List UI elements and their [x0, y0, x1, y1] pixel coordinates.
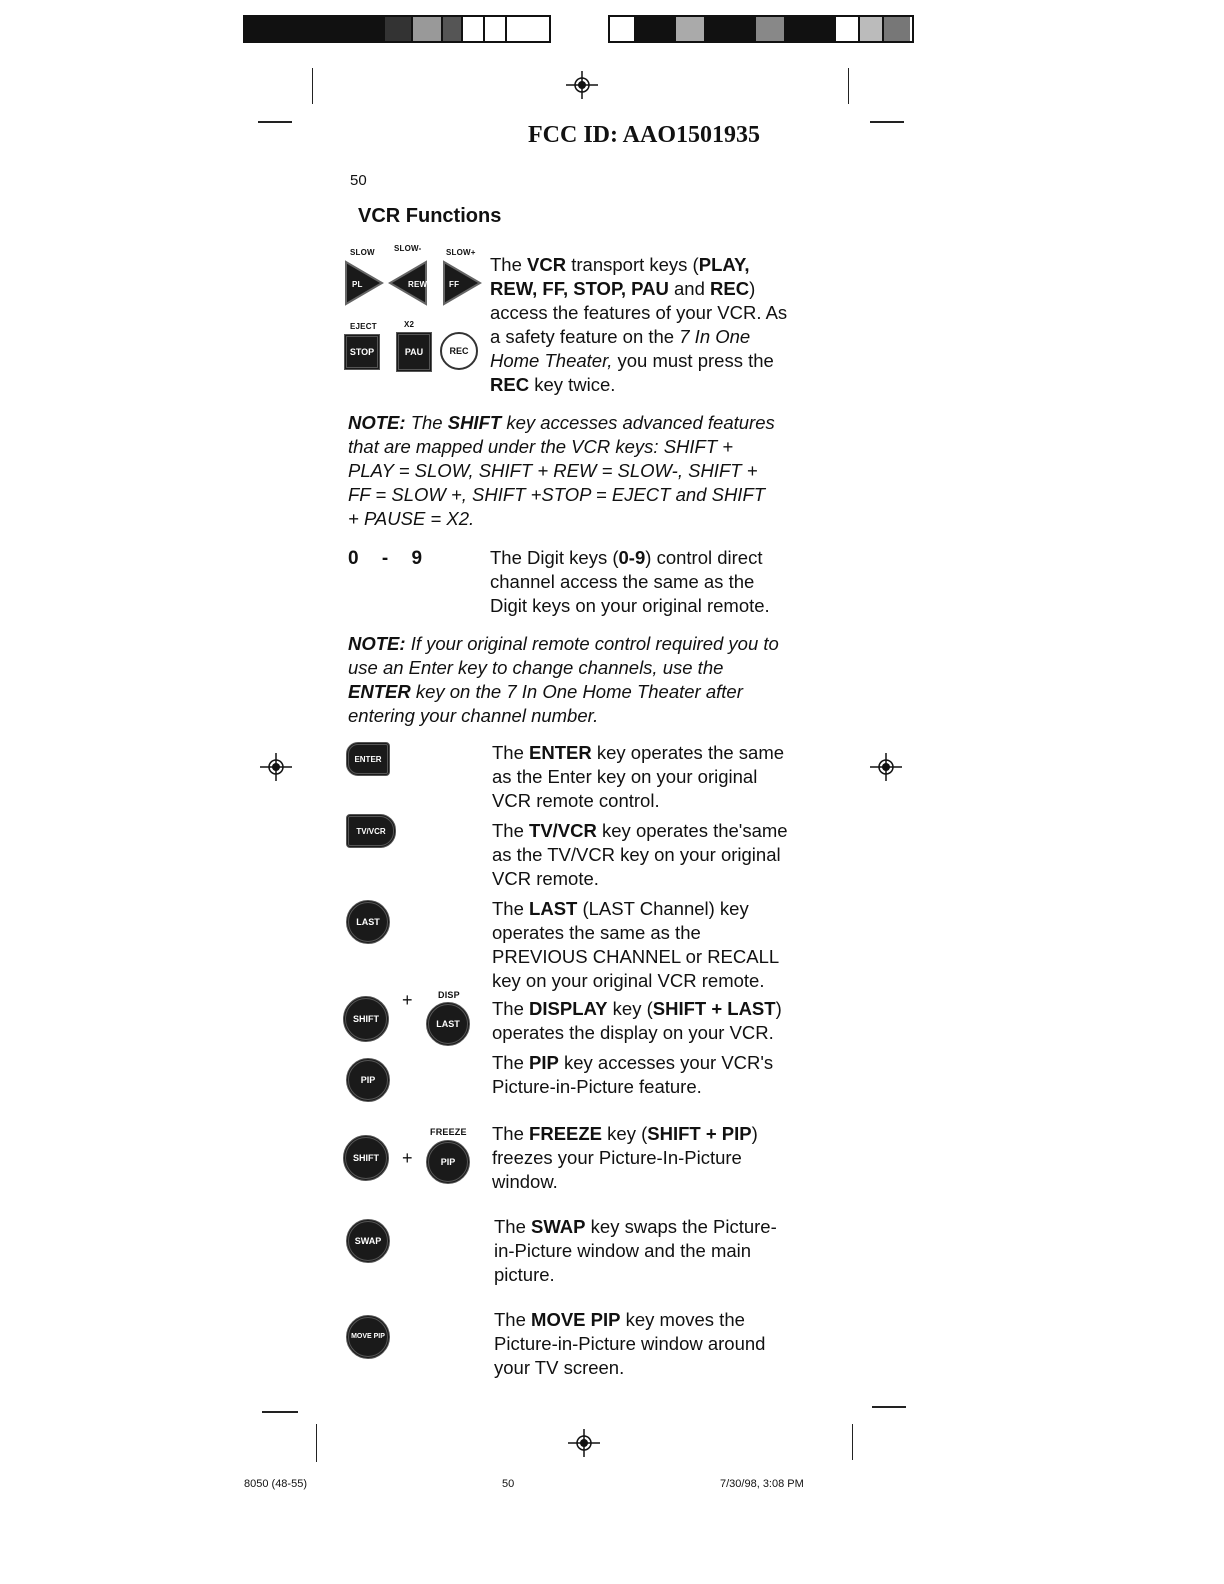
fast-forward-key-icon	[440, 258, 484, 308]
swap-description: The SWAP key swaps the Picture- in-Picture window and the main picture.	[494, 1216, 777, 1285]
crop-mark	[872, 1406, 906, 1408]
crop-mark	[870, 121, 904, 123]
shift-key-freeze: SHIFT	[343, 1135, 389, 1181]
crop-mark	[312, 68, 313, 104]
last-key-display: LAST	[426, 1002, 470, 1046]
fcc-id: FCC ID: AAO1501935	[528, 122, 760, 148]
plus-sign: +	[402, 1148, 413, 1168]
play-key-icon	[342, 258, 384, 308]
slow-plus-label: SLOW+	[446, 248, 476, 257]
registration-target-icon	[564, 70, 600, 100]
move-pip-key: MOVE PIP	[346, 1315, 390, 1359]
footer-right: 7/30/98, 3:08 PM	[720, 1478, 804, 1490]
slow-minus-label: SLOW-	[394, 244, 422, 253]
registration-bar-left	[243, 15, 551, 43]
digit-keys-label: 0 - 9	[348, 548, 425, 569]
record-key: REC	[440, 332, 478, 370]
transport-description: The VCR transport keys (PLAY, REW, FF, STOP, PAU and REC) access the features of your VCR. As a safety feature on the 7 In One Home Theater, you must press the REC key twice.	[490, 254, 788, 395]
fast-forward-key-label: FF	[449, 280, 460, 289]
x2-label: X2	[404, 320, 415, 329]
pip-key: PIP	[346, 1058, 390, 1102]
digit-keys-description: The Digit keys (0-9) control direct channel access the same as the Digit keys on your original remote.	[490, 547, 770, 616]
registration-bar-right	[608, 15, 914, 43]
last-description: The LAST (LAST Channel) key operates the same as the PREVIOUS CHANNEL or RECALL key on your original VCR remote.	[492, 898, 780, 991]
crop-mark	[848, 68, 849, 104]
display-description: The DISPLAY key (SHIFT + LAST) operates the display on your VCR.	[492, 998, 782, 1043]
crop-mark	[258, 121, 292, 123]
enter-note: NOTE: If your original remote control required you to use an Enter key to change channels, use the ENTER key on the 7 In One Home Theater after entering your channel number.	[348, 633, 779, 726]
footer-center: 50	[502, 1478, 515, 1490]
shift-key: SHIFT	[343, 996, 389, 1042]
tv-vcr-key: TV/VCR	[346, 814, 396, 848]
freeze-description: The FREEZE key (SHIFT + PIP) freezes your Picture-In-Picture window.	[492, 1123, 758, 1192]
crop-mark	[852, 1424, 853, 1460]
registration-target-icon	[258, 752, 294, 782]
crop-mark	[316, 1424, 317, 1462]
enter-key: ENTER	[346, 742, 390, 776]
registration-target-icon	[868, 752, 904, 782]
crop-mark	[262, 1411, 298, 1413]
move-pip-description: The MOVE PIP key moves the Picture-in-Picture window around your TV screen.	[494, 1309, 766, 1378]
page-number: 50	[350, 172, 367, 189]
freeze-label: FREEZE	[430, 1127, 467, 1137]
eject-label: EJECT	[350, 322, 377, 331]
pip-description: The PIP key accesses your VCR's Picture-in-Picture feature.	[492, 1052, 774, 1097]
plus-sign: +	[402, 990, 413, 1010]
last-key: LAST	[346, 900, 390, 944]
section-title: VCR Functions	[358, 205, 502, 227]
shift-note: NOTE: The SHIFT key accesses advanced features that are mapped under the VCR keys: SHIFT + PLAY = SLOW, SHIFT + REW = SLOW-, SHIFT + FF = SLOW +, SHIFT +STOP = EJECT and SHIFT + PAUSE = X2.	[348, 412, 775, 529]
pip-key-freeze: PIP	[426, 1140, 470, 1184]
stop-key: STOP	[344, 334, 380, 370]
swap-key: SWAP	[346, 1219, 390, 1263]
tv-vcr-description: The TV/VCR key operates the'same as the TV/VCR key on your original VCR remote.	[492, 820, 788, 889]
enter-description: The ENTER key operates the same as the Enter key on your original VCR remote control.	[492, 742, 785, 811]
play-key-label: PL	[352, 280, 363, 289]
slow-label: SLOW	[350, 248, 375, 257]
disp-label: DISP	[438, 990, 460, 1000]
rewind-key-label: REW	[408, 280, 428, 289]
footer-left: 8050 (48-55)	[244, 1478, 307, 1490]
registration-target-icon	[566, 1428, 602, 1458]
pause-key: PAU	[396, 332, 432, 372]
